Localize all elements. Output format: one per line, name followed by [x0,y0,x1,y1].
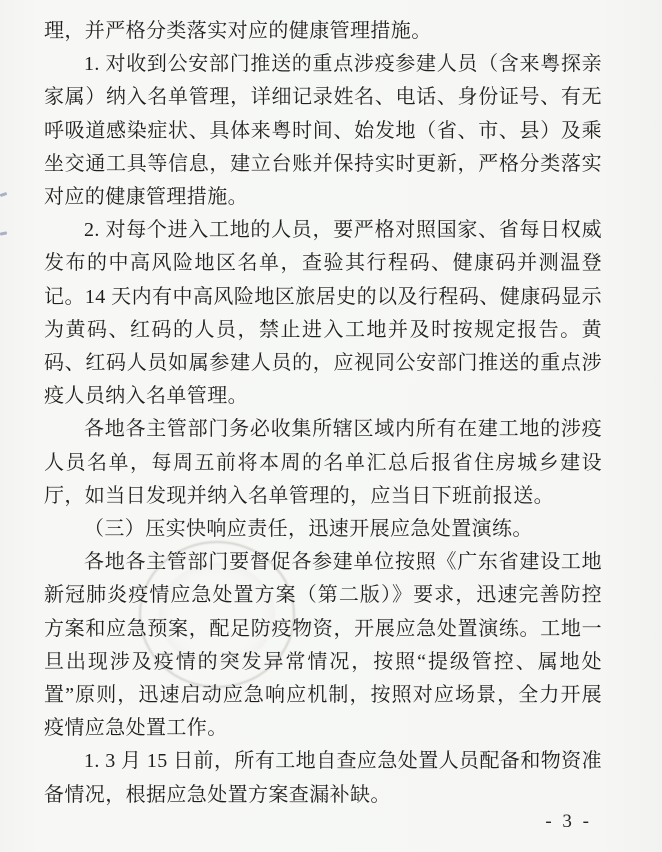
paragraph: 各地各主管部门务必收集所辖区域内所有在建工地的涉疫人员名单，每周五前将本周的名单汇总后报省住房城乡建设厅，如当日发现并纳入名单管理的，应当日下班前报送。 [44,418,602,507]
scan-edge-mark [0,192,7,197]
paragraph: 各地各主管部门要督促各参建单位按照《广东省建设工地新冠肺炎疫情应急处置方案（第二版）》要求，迅速完善防控方案和应急预案，配足防疫物资，开展应急处置演练。工地一旦出现涉及疫情的突发异常情况，按照“提级管控、属地处置”原则，迅速启动应急响应机制，按照对应场景，全力开展疫情应急处置工作。 [44,551,602,740]
paragraph: 理，并严格分类落实对应的健康管理措施。 [44,20,432,42]
paragraph: 1. 对收到公安部门推送的重点涉疫参建人员（含来粤探亲家属）纳入名单管理，详细记录姓名、电话、身份证号、有无呼吸道感染症状、具体来粤时间、始发地（省、市、县）及乘坐交通工具等信息，建立台账并保持实时更新，严格分类落实对应的健康管理措施。 [44,53,602,209]
paragraph: 1. 3 月 15 日前，所有工地自查应急处置人员配备和物资准备情况，根据应急处置方案查漏补缺。 [44,750,602,806]
page-number: - 3 - [545,811,592,832]
document-body [44,15,602,812]
paragraph: （三）压实快响应责任，迅速开展应急处置演练。 [84,518,533,541]
scan-edge-mark [0,231,7,235]
paragraph: 2. 对每个进入工地的人员，要严格对照国家、省每日权威发布的中高风险地区名单，查验其行程码、健康码并测温登记。14 天内有中高风险地区旅居史的以及行程码、健康码显示为黄码、红码的人员，禁止进入工地并及时按规定报告。黄码、红码人员如属参建人员的，应视同公安部门推送的重点涉疫人员纳入名单管理。 [44,219,602,408]
